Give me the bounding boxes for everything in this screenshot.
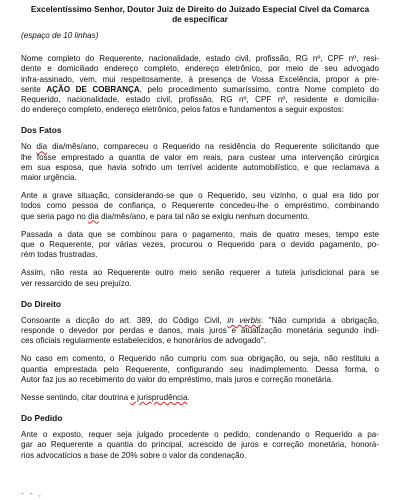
text-run: : "Não cumprida a obrigação, (260, 315, 380, 325)
paragraph-line: Assim, não resta ao Requerente outro meio senão requerer a tutela jurisdicional para se (21, 268, 379, 278)
intro-text: sente (21, 84, 47, 94)
paragraph-line: Autor faz jus ao recebimento do valor do empréstimo, mais juros e correção monetária. (21, 374, 334, 384)
intro-line: Requerido, nacionalidade, estado civil, profissão, RG nº, CPF nº, residente e domicilia- (21, 95, 379, 105)
paragraph-line: todos como pessoa de confiança, o Requerente concedeu-lhe o empréstimo, combinando (21, 201, 379, 211)
paragraph-line (21, 142, 379, 152)
spellcheck-mark: e jurisprudência (130, 393, 188, 403)
text-run: . (187, 393, 190, 403)
paragraph-line: Passada a data que se combinou para o pagamento, mais de quatro meses, tempo este (21, 229, 379, 239)
section-title-pedido: Do Pedido (21, 413, 63, 424)
cut-off-next-line: - - , (21, 488, 43, 498)
direito-paragraph-2 (21, 354, 379, 385)
fatos-paragraph-2 (21, 191, 379, 222)
text-run: Nesse sentindo, citar doutrina (21, 393, 131, 403)
section-title-fatos: Dos Fatos (21, 125, 62, 136)
text-run: dia/mês/ano, compareceu o Requerido na residência do Requerente solicitando que (47, 142, 379, 152)
spellcheck-mark: dia (36, 142, 48, 152)
pedido-paragraph-1 (21, 430, 379, 461)
paragraph-line: quantia emprestada pelo Requerente, configurando seu inadimplemento. Dessa forma, o (21, 364, 379, 374)
paragraph-line: gar ao Requerente a quantia do principal, acrescido de juros e correção monetária, honorá- (21, 440, 379, 450)
court-heading-line-2: de especificar (172, 14, 228, 24)
spellcheck-mark: dia (88, 211, 99, 221)
paragraph-line: lhe fosse emprestado a quantia de valor em reais, para custear uma intervenção cirúrgica (21, 152, 379, 162)
intro-line: Nome completo do Requerente, nacionalidade, estado civil, profissão, RG nº, CPF nº, resi- (21, 54, 379, 64)
paragraph-line: Ante a grave situação, considerando-se que o Requerido, seu vizinho, o qual era tido por (21, 191, 379, 201)
paragraph-line: ver ressarcido de seu prejuízo. (21, 278, 132, 288)
text-run: Consoante a dicção do art. 389, do Código Civil, (21, 315, 228, 325)
court-heading-line-1: Excelentíssimo Senhor, Doutor Juiz de Direito do Juizado Especial Cível da Comarca (30, 4, 370, 14)
intro-text: , pelo procedimento sumaríssimo, contra Nome completo do (139, 84, 379, 94)
fatos-paragraph-4 (21, 268, 379, 288)
intro-paragraph (21, 54, 379, 115)
fatos-paragraph-1 (21, 142, 379, 183)
paragraph-line: No caso em comento, o Requerido não cumpriu com sua obrigação, ou seja, não restituiu a (21, 354, 379, 364)
spacing-note: (espaço de 10 linhas) (21, 31, 99, 40)
paragraph-line: rios advocatícios a base de 20% sobre o valor da condenação. (21, 450, 247, 460)
text-run: dia/mês/ano, e para tal não se exigiu nenhum documento. (98, 211, 310, 221)
paragraph-line: maior urgência. (21, 173, 77, 183)
latin-term: in verbis (227, 315, 261, 325)
paragraph-line (21, 212, 379, 222)
intro-line (21, 85, 379, 95)
paragraph-line: rém todas frustradas. (21, 250, 98, 260)
text-run: No (21, 142, 37, 152)
paragraph-line (21, 316, 379, 326)
section-title-direito: Do Direito (21, 298, 62, 309)
intro-line: dente e domiciliado endereço completo, endereço eletrônico, por meio de seu advogado (21, 64, 379, 74)
direito-paragraph-1 (21, 316, 379, 347)
fatos-paragraph-3 (21, 230, 379, 261)
paragraph-line: Ante o exposto, requer seja julgado procedente o pedido, condenando o Requerido a pa- (21, 430, 379, 440)
direito-paragraph-3 (21, 393, 379, 403)
paragraph-line: responde o devedor por perdas e danos, mais juros e atualização monetária segundo índi- (21, 326, 379, 336)
paragraph-line (21, 393, 379, 403)
action-title: AÇÃO DE COBRANÇA (46, 84, 140, 94)
paragraph-line: ces oficiais regularmente estabelecidos, e honorários de advogado". (21, 336, 266, 346)
intro-line: infra-assinado, vem, mui respeitosamente, à presença de Vossa Excelência, propor a pre- (21, 74, 379, 84)
text-run: que seria pago no (21, 211, 89, 221)
paragraph-line: que o Requerente, por várias vezes, procurou o Requerido para o devido pagamento, po- (21, 240, 379, 250)
court-heading (21, 4, 379, 24)
paragraph-line: em sua esposa, que havia sofrido um terrível acidente automobilístico, e que reclamava a (21, 162, 379, 172)
intro-line: do endereço completo, endereço eletrônico, pelos fatos e fundamentos a seguir expostos: (21, 105, 345, 115)
